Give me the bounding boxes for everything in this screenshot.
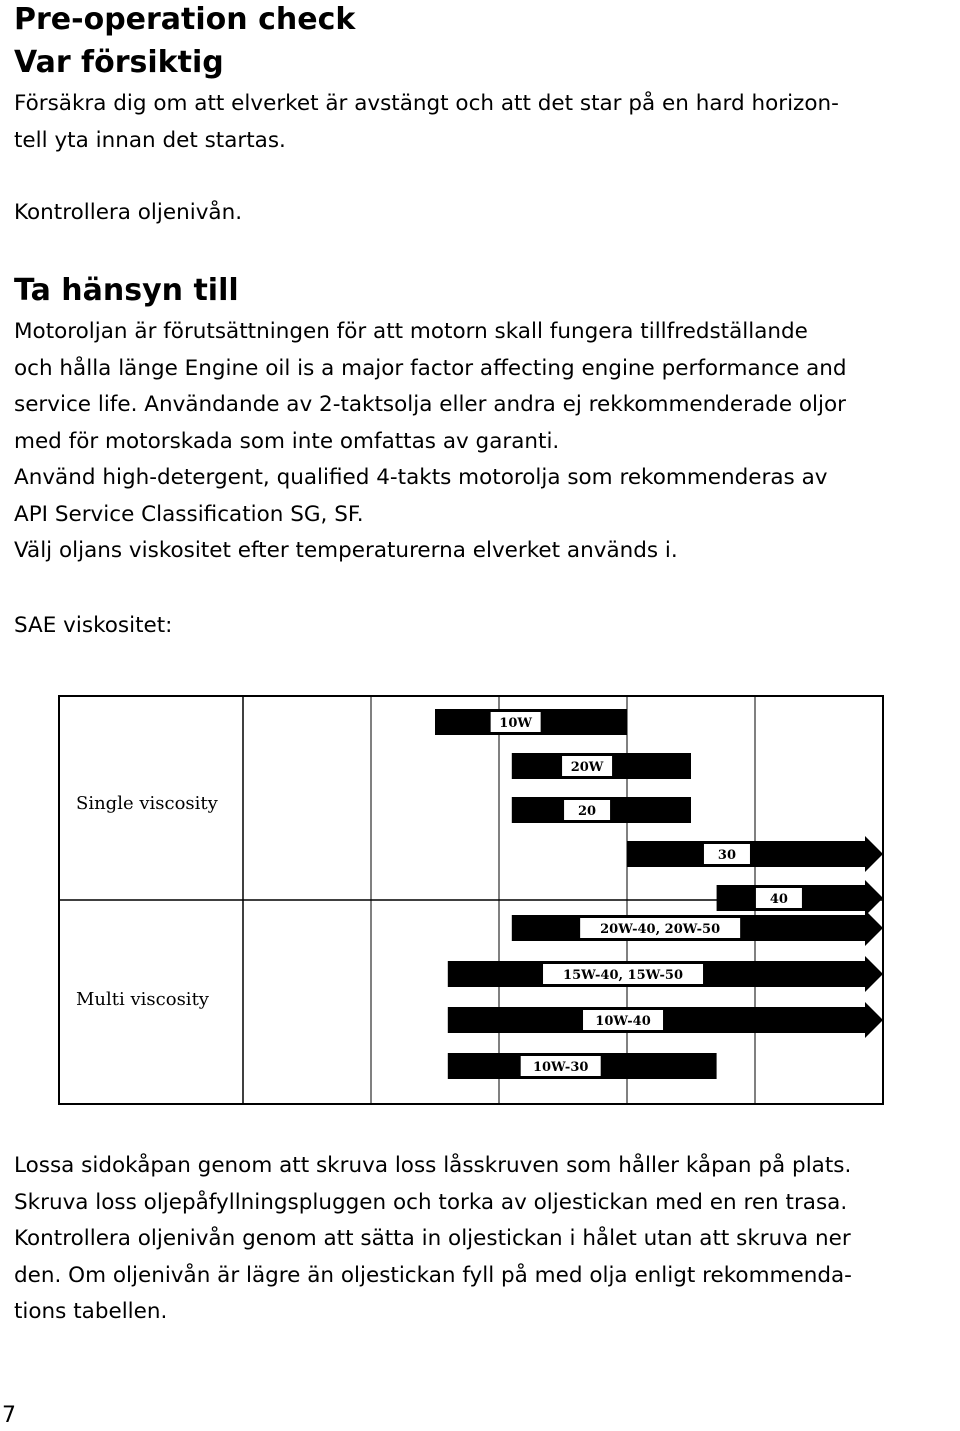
group-label: Multi viscosity: [76, 989, 209, 1010]
text-line: API Service Classification SG, SF.: [14, 501, 364, 527]
bar-label: 20: [578, 804, 597, 819]
arrow-head: [865, 880, 883, 916]
text-line: med för motorskada som inte omfattas av garanti.: [14, 428, 560, 454]
instructions-paragraph: [14, 1148, 852, 1331]
text-line: Motoroljan är förutsättningen för att motorn skall fungera tillfredställande: [14, 319, 808, 344]
caution-heading: Var försiktig: [14, 45, 224, 80]
check-oil-paragraph: [14, 195, 242, 232]
arrow-head: [865, 956, 883, 992]
text-line: Kontrollera oljenivån genom att sätta in oljestickan i hålet utan att skruva ner: [14, 1226, 851, 1251]
bar-label: 10W-30: [532, 1060, 589, 1075]
bar-label: 10W: [499, 716, 532, 731]
text-line: Välj oljans viskositet efter temperaturerna elverket används i.: [14, 538, 678, 563]
oil-info-paragraph: [14, 314, 847, 570]
caution-paragraph: [14, 86, 839, 159]
arrow-head: [865, 1002, 883, 1038]
bar-label: 20W-40, 20W-50: [600, 922, 721, 937]
bar-label: 15W-40, 15W-50: [563, 968, 684, 983]
text-line: Använd high-detergent, qualified 4-takts motorolja som rekommenderas av: [14, 465, 828, 490]
arrow-head: [865, 910, 883, 946]
text-line: och hålla länge Engine oil is a major factor affecting engine performance and: [14, 355, 847, 381]
bar-label: 40: [769, 892, 788, 907]
text-line: service life. Användande av 2-taktsolja eller andra ej rekkommenderade oljor: [14, 392, 846, 417]
bar-label: 30: [717, 848, 737, 863]
text-line: Försäkra dig om att elverket är avstängt och att det star på en hard horizon-: [14, 91, 839, 116]
bar-label: 10W-40: [595, 1014, 651, 1029]
page-heading: Pre-operation check: [14, 2, 356, 37]
text-line: tions tabellen.: [14, 1299, 168, 1324]
text-line: Kontrollera oljenivån.: [14, 200, 243, 225]
text-line: Lossa sidokåpan genom att skruva loss låsskruven som håller kåpan på plats.: [14, 1153, 852, 1178]
page-number: 7: [2, 1403, 16, 1428]
text-line: den. Om oljenivån är lägre än oljestickan fyll på med olja enligt rekommenda-: [14, 1262, 852, 1288]
bar-label: 20W: [570, 760, 604, 775]
sae-label: SAE viskositet:: [14, 613, 173, 638]
consider-heading: Ta hänsyn till: [14, 273, 239, 308]
text-line: tell yta innan det startas.: [14, 127, 286, 153]
group-label: Single viscosity: [76, 793, 218, 814]
viscosity-chart: [58, 695, 884, 1105]
sae-label-paragraph: [14, 608, 172, 645]
text-line: Skruva loss oljepåfyllningspluggen och torka av oljestickan med en ren trasa.: [14, 1189, 848, 1215]
arrow-head: [865, 836, 883, 872]
